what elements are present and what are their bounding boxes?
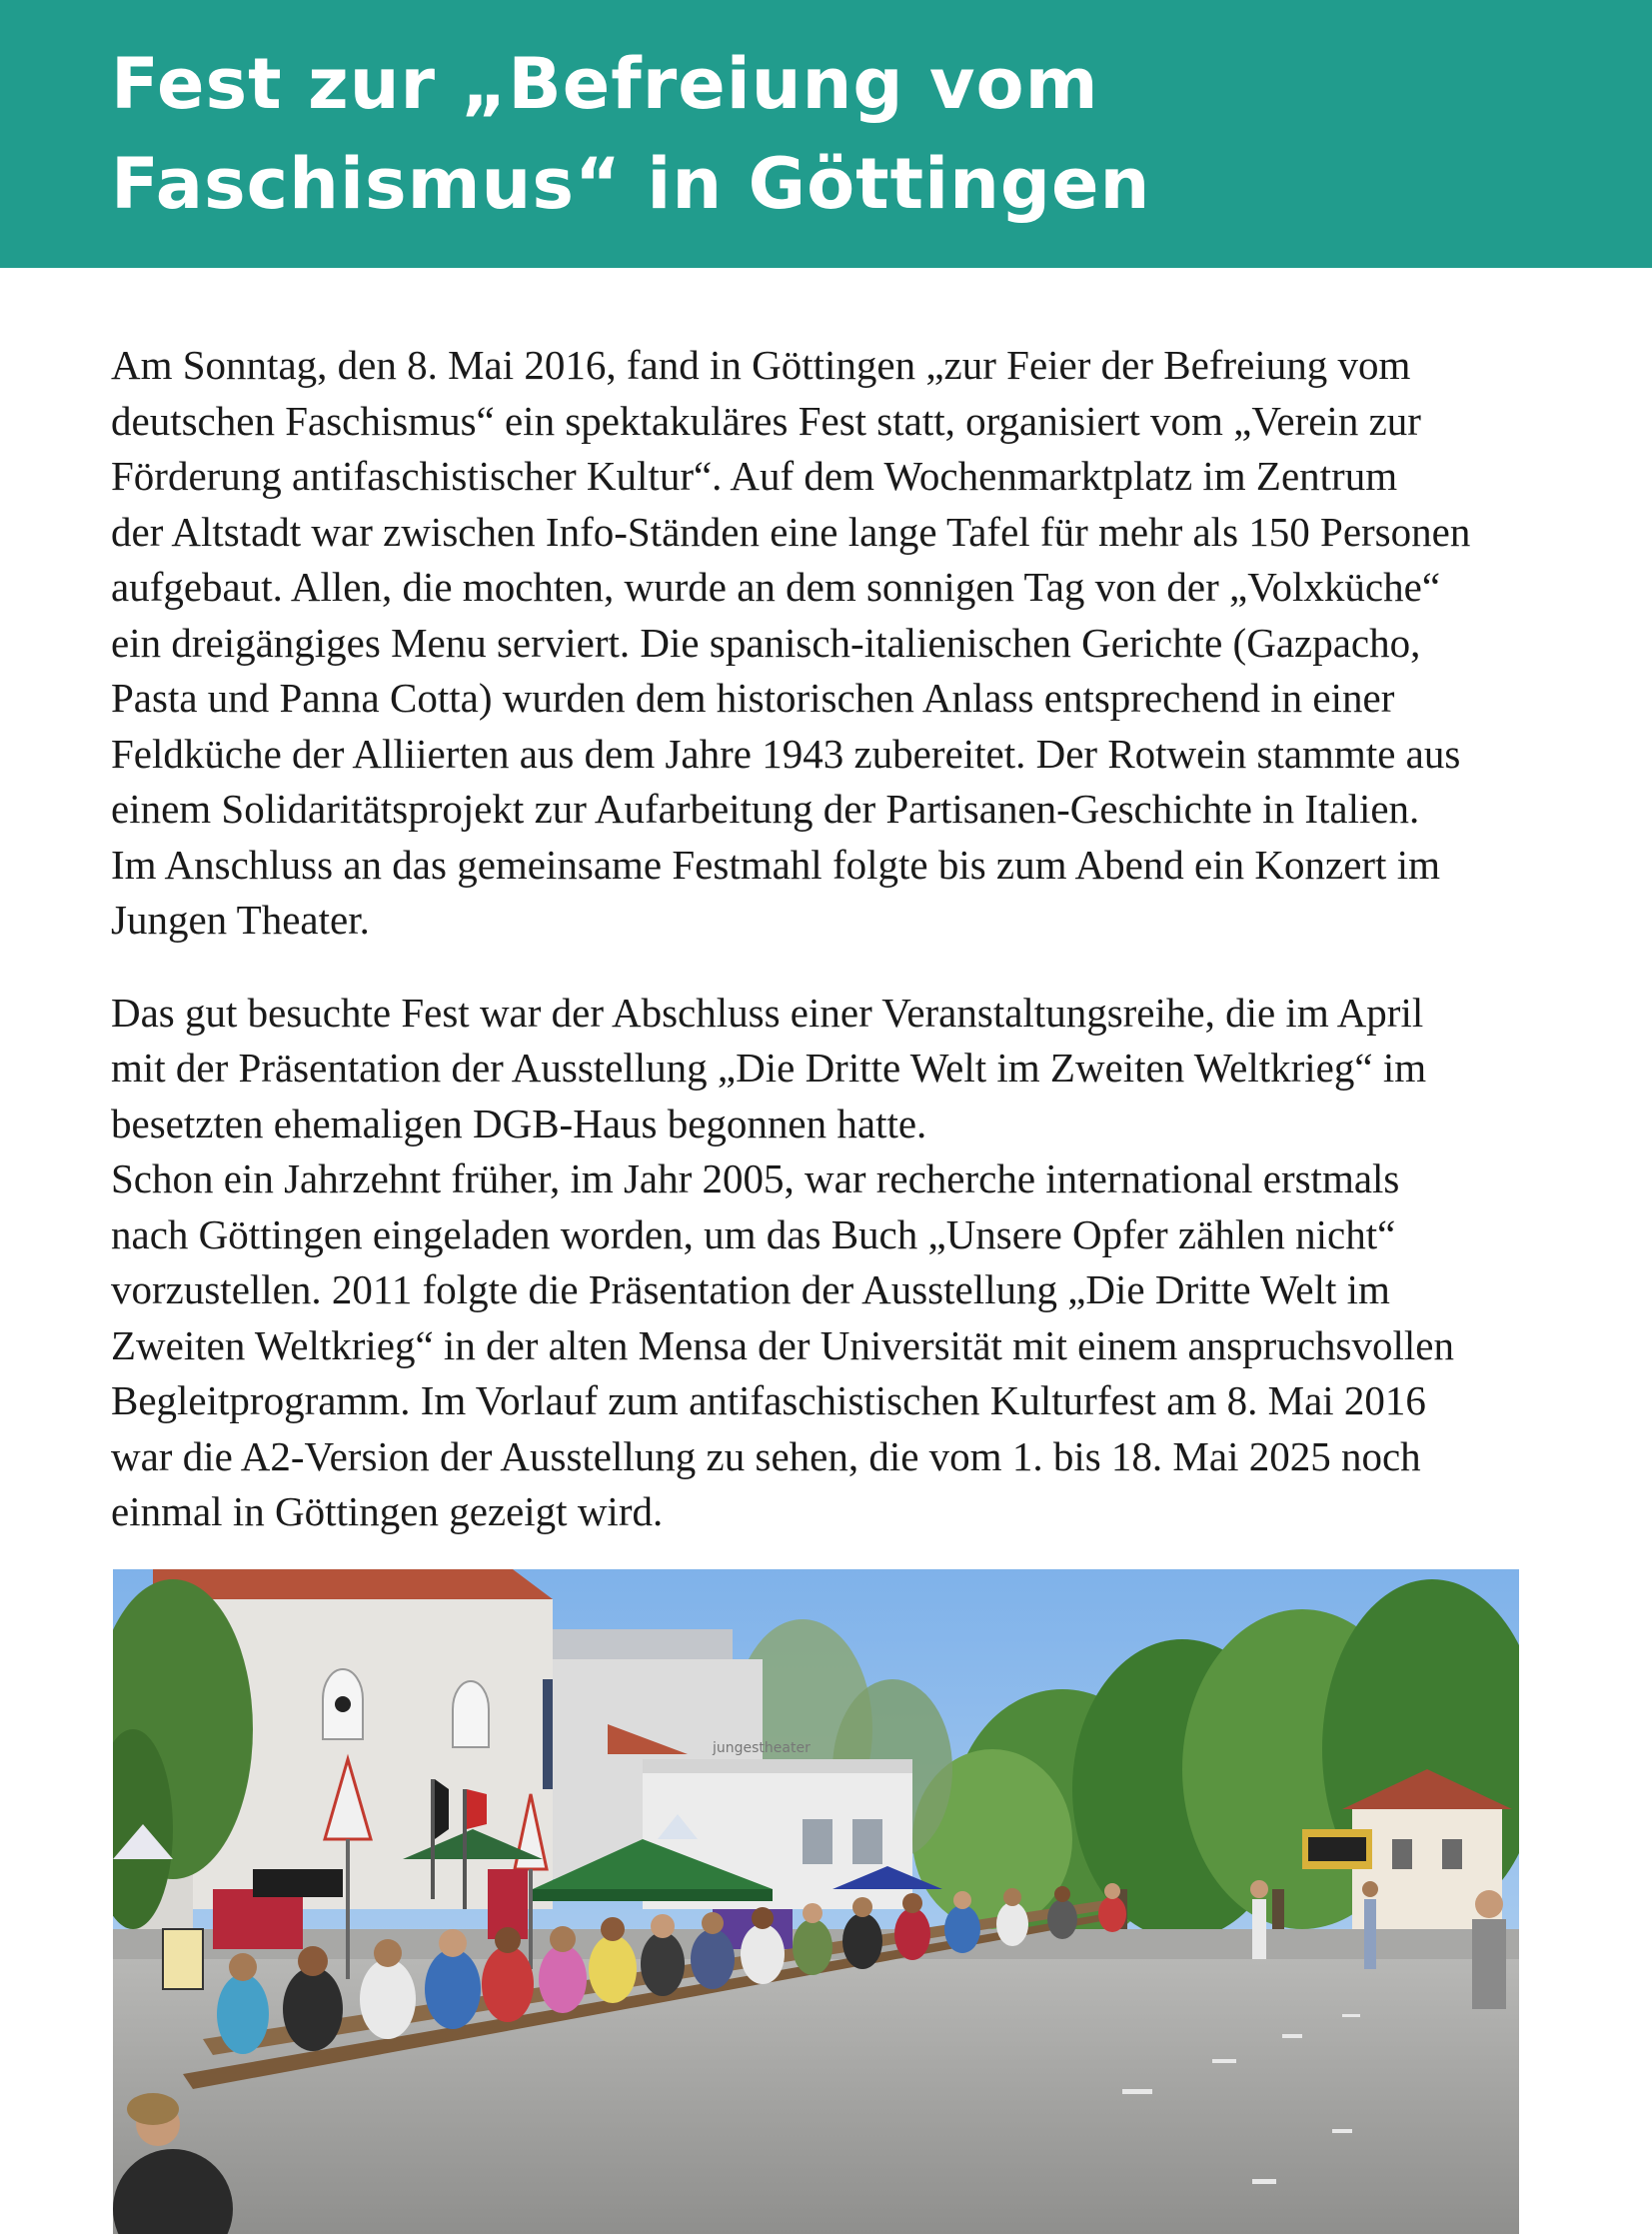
- text-line: Im Anschluss an das gemeinsame Festmahl folgte bis zum Abend ein Konzert im: [111, 841, 1440, 888]
- paragraph-gap: [111, 949, 1530, 986]
- paragraph-1: [111, 338, 1530, 949]
- text-line: nach Göttingen eingeladen worden, um das Buch „Unsere Opfer zählen nicht“: [111, 1210, 1396, 1257]
- text-line: der Altstadt war zwischen Info-Ständen eine lange Tafel für mehr als 150 Personen: [111, 508, 1471, 555]
- text-line: aufgebaut. Allen, die mochten, wurde an dem sonnigen Tag von der „Volxküche“: [111, 564, 1441, 610]
- text-line: Am Sonntag, den 8. Mai 2016, fand in Göttingen „zur Feier der Befreiung vom: [111, 342, 1411, 388]
- text-line: war die A2-Version der Ausstellung zu sehen, die vom 1. bis 18. Mai 2025 noch: [111, 1432, 1421, 1479]
- title-line: Faschismus“ in Göttingen: [111, 143, 1151, 225]
- title-banner: [0, 0, 1652, 268]
- title-line: Fest zur „Befreiung vom: [111, 43, 1099, 125]
- text-line: Feldküche der Alliierten aus dem Jahre 1943 zubereitet. Der Rotwein stammte aus: [111, 730, 1461, 777]
- festival-photo: [113, 1569, 1519, 2234]
- text-line: Schon ein Jahrzehnt früher, im Jahr 2005, war recherche international erstmals: [111, 1155, 1400, 1201]
- article-body: [111, 338, 1530, 1540]
- text-line: Das gut besuchte Fest war der Abschluss einer Veranstaltungsreihe, die im April: [111, 989, 1424, 1036]
- text-line: Förderung antifaschistischer Kultur“. Auf dem Wochenmarktplatz im Zentrum: [111, 453, 1398, 499]
- text-line: einem Solidaritätsprojekt zur Aufarbeitung der Partisanen-Geschichte in Italien.: [111, 786, 1420, 832]
- text-line: besetzten ehemaligen DGB-Haus begonnen hatte.: [111, 1100, 927, 1146]
- text-line: mit der Präsentation der Ausstellung „Die Dritte Welt im Zweiten Weltkrieg“ im: [111, 1045, 1427, 1091]
- text-line: vorzustellen. 2011 folgte die Präsentation der Ausstellung „Die Dritte Welt im: [111, 1266, 1390, 1312]
- paragraph-2: [111, 986, 1530, 1540]
- text-line: einmal in Göttingen gezeigt wird.: [111, 1488, 664, 1534]
- text-line: deutschen Faschismus“ ein spektakuläres Fest statt, organisiert vom „Verein zur: [111, 397, 1421, 444]
- festival-photo-illustration: [113, 1569, 1519, 2234]
- text-line: Pasta und Panna Cotta) wurden dem historischen Anlass entsprechend in einer: [111, 675, 1395, 721]
- text-line: ein dreigängiges Menu serviert. Die spanisch-italienischen Gerichte (Gazpacho,: [111, 619, 1421, 666]
- text-line: Begleitprogramm. Im Vorlauf zum antifaschistischen Kulturfest am 8. Mai 2016: [111, 1377, 1426, 1423]
- theater-sign: jungestheater: [713, 1740, 811, 1756]
- text-line: Zweiten Weltkrieg“ in der alten Mensa der Universität mit einem anspruchsvollen: [111, 1321, 1454, 1368]
- page-title: [111, 34, 1590, 234]
- text-line: Jungen Theater.: [111, 897, 370, 943]
